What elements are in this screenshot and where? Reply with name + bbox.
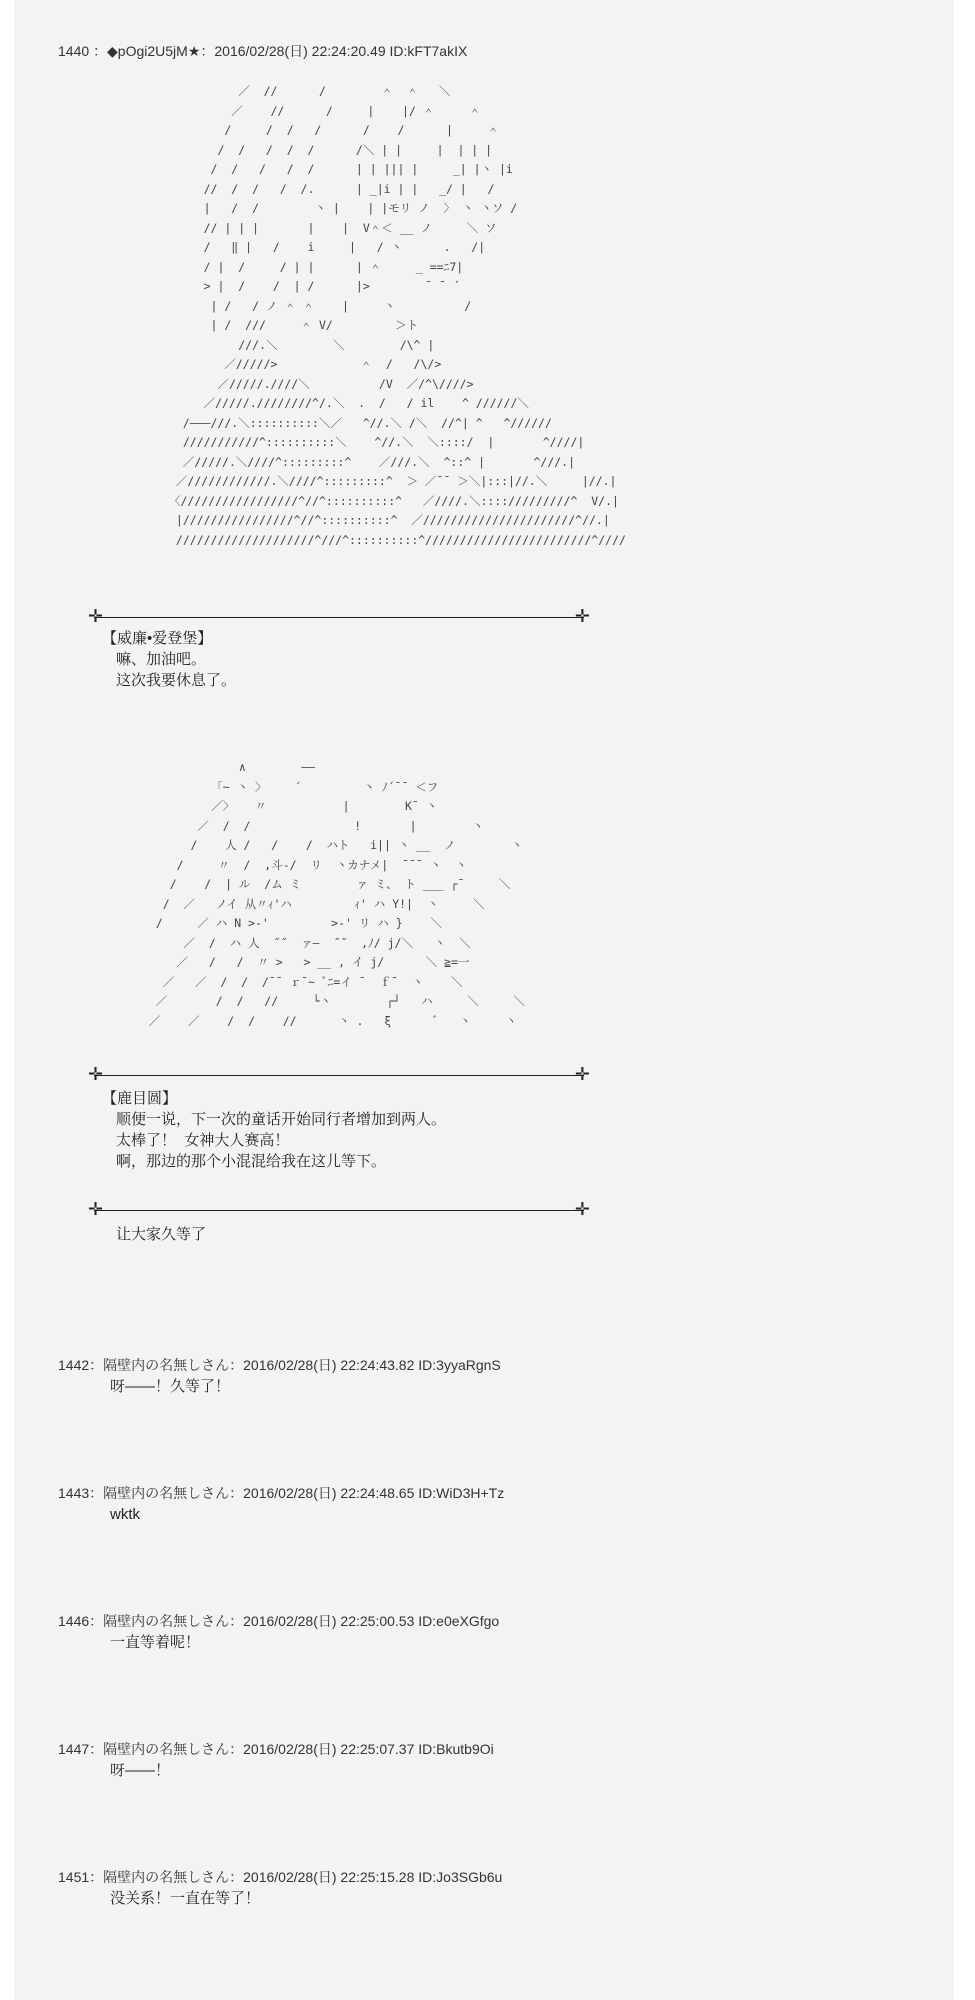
closing-line: 让大家久等了	[116, 1226, 207, 1243]
dialogue-divider-middle	[88, 1064, 590, 1085]
reply-body-1443: wktk	[110, 1506, 140, 1523]
divider-right-cap-icon: ✛	[574, 1199, 590, 1220]
reply-body-1442: 呀——！久等了！	[110, 1378, 231, 1395]
ascii-art-william: ／ // / ＾ ＾ ＼ ／ // / | |/ ＾ ＾ / / / / / / | ＾ / / / / / /＼ | | | | | | / / / / / | | ||| | _| |丶 |i // / / / /. | _|i | | _/ | / | / / 丶 | | |モリ ノ 〉 丶 丶ソ / // | | | | | V＾＜ __ ノ ＼ ソ / ‖ | / i | / 丶 . /| / | / / | | | ＾ _ ==ﾆ7| > | / / | / |> ¯ ¯ ´ | / / ノ ＾ ＾ | 丶 / | / /// ＾ V/ ＞ト ///.＼ ＼ /\^ | ／/////> ＾ / /\/> ／/////.////＼ /V ／/^\////> ／/////.////////^/.＼ . / / il ^ //////＼ /———///.＼::::::::::＼／ ^//.＼ /＼ //^| ^ ^////// ///////////^::::::::::＼ ^//.＼ ＼::::/ | ^////| ／/////.＼////^:::::::::^ ／///.＼ ^::^ | ^///.| ／////////////.＼////^:::::::::^ ＞ ／¯¯ ＞＼|:::|//.＼ |//.| 〈/////////////////^//^::::::::::^ ／////.＼:::://///////^ V/.| |////////////////^//^::::::::::^ ／//////////////////////^//.| ////////////////////^///^::::::::::^////////////////////////^////	[169, 84, 626, 547]
dialogue-line: 啊，那边的那个小混混给我在这儿等下。	[116, 1153, 387, 1170]
reply-body-1447: 呀——！	[110, 1762, 171, 1779]
speaker-name: 【威廉•爱登堡】	[102, 630, 213, 647]
divider-left-cap-icon: ✛	[88, 1199, 104, 1220]
thread-page	[14, 0, 954, 2000]
dialogue-line: 顺便一说，下一次的童话开始同行者增加到两人。	[116, 1111, 447, 1128]
divider-right-cap-icon: ✛	[574, 606, 590, 627]
closing-note	[94, 1224, 206, 1245]
divider-right-cap-icon: ✛	[574, 1064, 590, 1085]
divider-left-cap-icon: ✛	[88, 1064, 104, 1085]
reply-header-1442: 1442：隔壁内の名無しさん：2016/02/28(日) 22:24:43.82 ID:3yyaRgnS	[58, 1357, 501, 1373]
reply-header-1447: 1447：隔壁内の名無しさん：2016/02/28(日) 22:25:07.37 ID:Bkutb9Oi	[58, 1741, 494, 1757]
dialogue-madoka	[94, 1088, 446, 1172]
ascii-art-madoka: ∧ —— 「~ 丶 〉 ´ 丶 ﾉ´¯¯ ＜フ ／〉 〃 | K¯ 丶 ／ / / ! | 丶 / 人 / / / ハト i|| 丶 __ ノ 丶 / 〃 / ,斗-/ リ 丶カナメ| ¯¯¯ 丶 丶 / / | ル /ム ミ ァ ミ、 ト ___ ┌¯ ＼ / ／ ノイ 从〃ｨ'ハ ｨ' ハ Y!| 丶 ＼ / ／ ハ N >-' >-' リ ハ } ＼ ／ / ハ 人 ˝˝ ァ— ˝˝ ,ﾉ/ j/＼ 丶 ＼ ／ / / 〃 > > __ , イ j/ ＼ ≧=一 ／ ／ / / /¯¯ ｒ¯~ ﾞﾆ=イ ¯ ｆ¯ 丶 ＼ ／ / / // └丶 ┌┘ ハ ＼ ＼ ／ ／ / / // 丶 . ξ ﾞ 丶 丶	[148, 760, 525, 1028]
divider-left-cap-icon: ✛	[88, 606, 104, 627]
speaker-name: 【鹿目圆】	[102, 1090, 178, 1107]
dialogue-divider-bottom	[88, 1199, 590, 1220]
reply-header-1446: 1446：隔壁内の名無しさん：2016/02/28(日) 22:25:00.53 ID:e0eXGfgo	[58, 1613, 500, 1629]
post-header-1440: 1440 ：◆pOgi2U5jM★：2016/02/28(日) 22:24:20.49 ID:kFT7akIX	[58, 43, 468, 59]
dialogue-line: 嘛、加油吧。	[116, 651, 207, 668]
reply-body-1446: 一直等着呢！	[110, 1634, 201, 1651]
dialogue-william	[94, 628, 236, 691]
dialogue-line: 这次我要休息了。	[116, 672, 237, 689]
dialogue-divider-top	[88, 606, 590, 627]
reply-header-1451: 1451：隔壁内の名無しさん：2016/02/28(日) 22:25:15.28 ID:Jo3SGb6u	[58, 1869, 503, 1885]
reply-header-1443: 1443：隔壁内の名無しさん：2016/02/28(日) 22:24:48.65 ID:WiD3H+Tz	[58, 1485, 505, 1501]
dialogue-line: 太棒了！ 女神大人赛高！	[116, 1132, 290, 1149]
reply-body-1451: 没关系！一直在等了！	[110, 1890, 261, 1907]
